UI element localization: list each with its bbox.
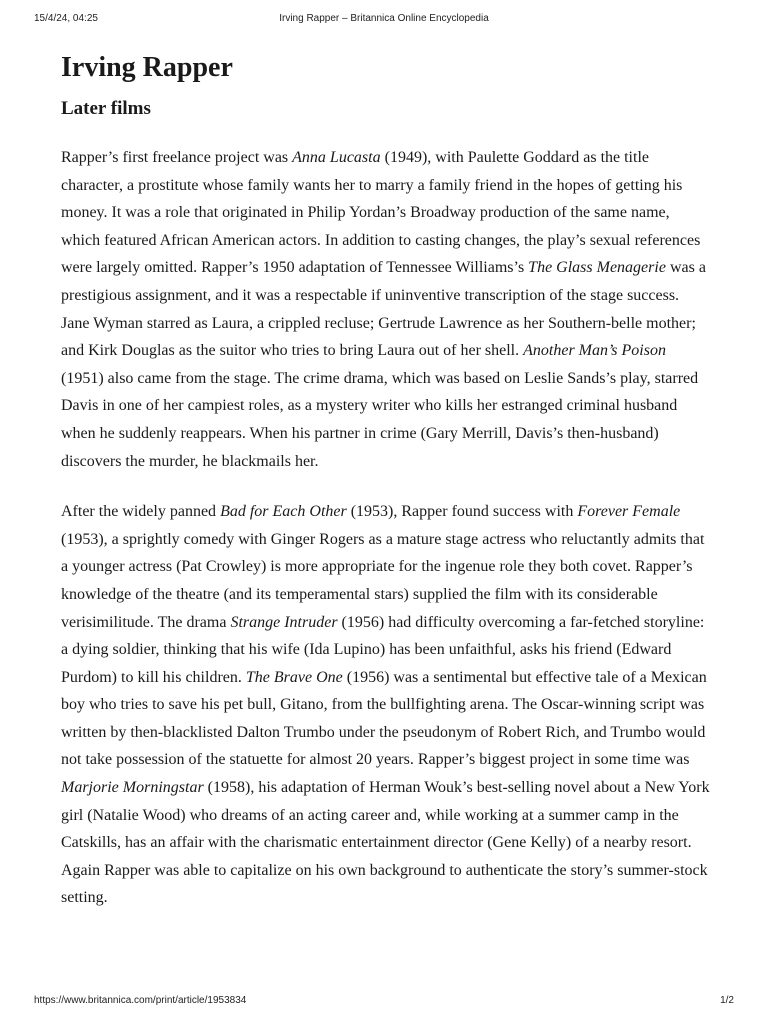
film-title: Strange Intruder [230,613,338,631]
print-page-title: Irving Rapper – Britannica Online Encyclopedia [279,13,489,24]
section-heading: Later films [61,98,151,119]
film-title: Anna Lucasta [292,149,381,166]
paragraph-text: was a prestigious assignment, and it was a respectable if uninventive transcription of the stage success. Jane Wyman starred as Laura, a crippled recluse; Gertrude Lawrence as her Southern-belle mother; and Kirk Douglas as the suitor who tries to bring Laura out of her shell. [61,259,706,360]
film-title: Forever Female [577,503,681,521]
page-number: 1/2 [720,995,734,1006]
paragraph-text: (1956) was a sentimental but effective tale of a Mexican boy who tries to save his pet bull, Gitano, from the bullfighting arena. The Oscar-winning script was written by then-blacklisted Dalton Trumbo under the pseudonym of Robert Rich, and Trumbo would not take possession of the statuette for almost 20 years. Rapper’s biggest project in some time was [61,668,707,769]
paragraph-text: (1956) had difficulty overcoming a far-fetched storyline: a dying soldier, thinking that his wife (Ida Lupino) has been unfaithful, asks his friend (Edward Purdom) to kill his children. [61,613,705,686]
paragraph-text: (1951) also came from the stage. The crime drama, which was based on Leslie Sands’s play, starred Davis in one of her campiest roles, as a mystery writer who kills her estranged criminal husband when he suddenly reappears. When his partner in crime (Gary Merrill, Davis’s then-husband) discovers the murder, he blackmails her. [61,369,699,470]
paragraph-text: (1958), his adaptation of Herman Wouk’s best-selling novel about a New York girl (Natalie Wood) who dreams of an acting career and, while working at a summer camp in the Catskills, has an affair with the charismatic entertainment director (Gene Kelly) of a nearby resort. Again Rapper was able to capitalize on his own background to authenticate the story’s summer-stock setting. [61,779,710,907]
film-title: Another Man’s Poison [523,342,666,360]
article-title: Irving Rapper [61,52,233,83]
article-paragraph [61,144,711,475]
print-url: https://www.britannica.com/print/article/1953834 [34,995,247,1006]
paragraph-text: (1949), with Paulette Goddard as the title character, a prostitute whose family wants her to marry a family friend in the hopes of getting his money. It was a role that originated in Philip Yordan’s Broadway production of the same name, which featured African American actors. In addition to casting changes, the play’s sexual references were largely omitted. Rapper’s 1950 adaptation of Tennessee Williams’s [61,149,701,277]
print-footer [34,995,734,1009]
paragraph-text: (1953), Rapper found success with [346,503,578,521]
film-title: Bad for Each Other [220,503,347,521]
paragraph-text: Rapper’s first freelance project was [61,149,293,166]
print-header [34,13,734,27]
print-datetime: 15/4/24, 04:25 [34,13,98,24]
film-title: The Glass Menagerie [528,259,666,277]
film-title: Marjorie Morningstar [61,779,204,797]
article-paragraph [61,498,711,912]
film-title: The Brave One [245,668,343,686]
paragraph-text: (1953), a sprightly comedy with Ginger Rogers as a mature stage actress who reluctantly admits that a younger actress (Pat Crowley) is more appropriate for the ingenue role they both covet. Rapper’s knowledge of the theatre (and its temperamental stars) supplied the film with its considerable verisimilitude. The drama [61,530,705,631]
article-body [61,50,711,912]
paragraph-text: After the widely panned [61,503,221,521]
